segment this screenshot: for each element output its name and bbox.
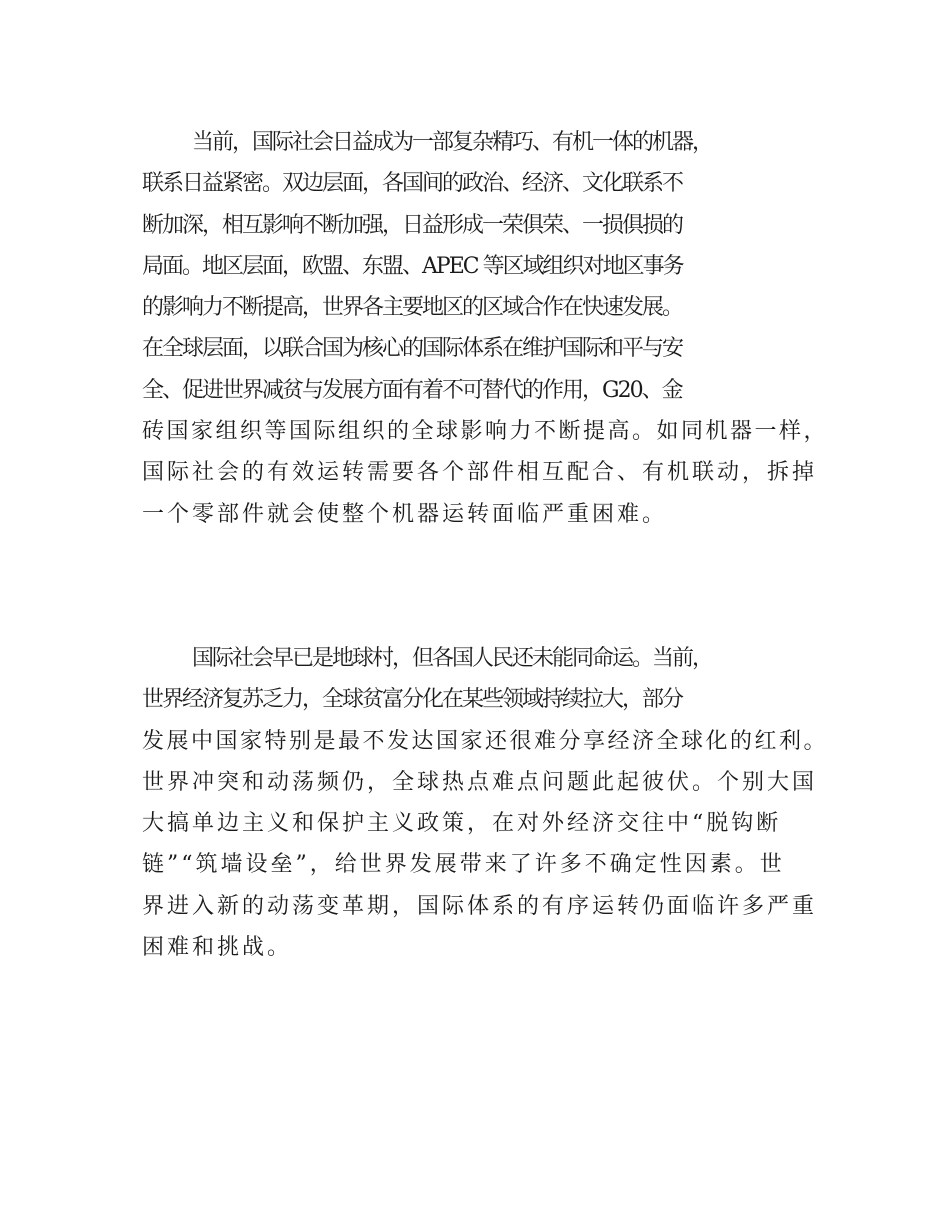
paragraph-1: [142, 122, 828, 535]
text-line: 联系日益紧密。双边层面，各国间的政治、经济、文化联系不: [142, 171, 683, 197]
text-line: 发展中国家特别是最不发达国家还很难分享经济全球化的红利。: [142, 728, 829, 754]
text-line: 困难和挑战。: [142, 935, 293, 961]
text-line: 当前，国际社会日益成为一部复杂精巧、有机一体的机器，: [192, 130, 713, 155]
text-line: 世界冲突和动荡频仍，全球热点难点问题此起彼伏。个别大国: [142, 769, 818, 795]
text-line: 链”“筑墙设垒”，给世界发展带来了许多不确定性因素。世: [142, 852, 785, 878]
text-line: 砖国家组织等国际组织的全球影响力不断提高。如同机器一样，: [142, 419, 829, 445]
text-line: 国际社会的有效运转需要各个部件相互配合、有机联动，拆掉: [142, 460, 818, 486]
text-line: 全、促进世界减贫与发展方面有着不可替代的作用，G20、金: [142, 377, 682, 403]
text-line: 一个零部件就会使整个机器运转面临严重困难。: [142, 501, 668, 527]
text-line: 在全球层面，以联合国为核心的国际体系在维护国际和平与安: [142, 336, 683, 362]
text-line: 国际社会早已是地球村，但各国人民还未能同命运。当前，: [192, 646, 713, 671]
text-line: 局面。地区层面，欧盟、东盟、APEC 等区域组织对地区事务: [142, 253, 683, 279]
text-line: 的影响力不断提高，世界各主要地区的区域合作在快速发展。: [142, 295, 683, 321]
text-line: 世界经济复苏乏力，全球贫富分化在某些领域持续拉大，部分: [142, 687, 683, 713]
text-line: 界进入新的动荡变革期，国际体系的有序运转仍面临许多严重: [142, 893, 818, 919]
text-line: 断加深，相互影响不断加强，日益形成一荣俱荣、一损俱损的: [142, 212, 683, 238]
text-line: 大搞单边主义和保护主义政策，在对外经济交往中“脱钩断: [142, 811, 782, 837]
paragraph-2: [142, 638, 828, 968]
